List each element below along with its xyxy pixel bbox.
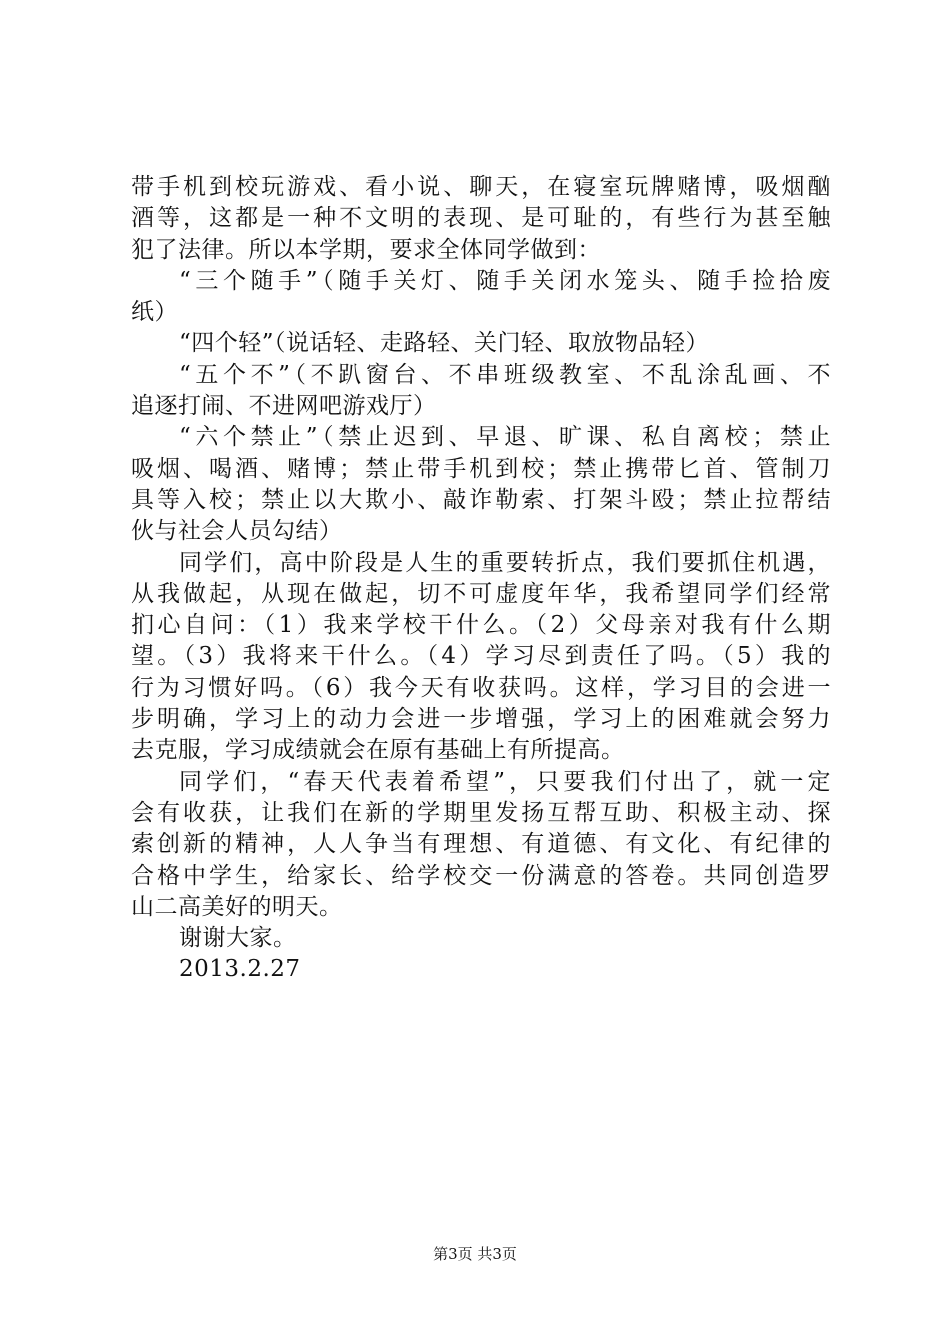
text-line: 具等入校；禁止以大欺小、敲诈勒索、打架斗殴；禁止拉帮结 [131,486,831,513]
text-line: 步明确，学习上的动力会进一步增强，学习上的困难就会努力 [131,706,831,733]
text-line: 谢谢大家。 [179,925,297,952]
text-line: “三个随手”（随手关灯、随手关闭水笼头、随手捡拾废 [179,267,831,294]
text-line: 犯了法律。所以本学期，要求全体同学做到： [131,236,601,263]
text-line: “六个禁止”（禁止迟到、早退、旷课、私自离校；禁止 [179,424,831,451]
text-line: 同学们，高中阶段是人生的重要转折点，我们要抓住机遇， [179,549,831,576]
text-line: 扪心自问：（1）我来学校干什么。（2）父母亲对我有什么期 [131,612,831,639]
text-line: 同学们，“春天代表着希望”，只要我们付出了，就一定 [179,768,831,795]
text-line: 去克服，学习成绩就会在原有基础上有所提高。 [131,737,625,764]
text-line: 会有收获，让我们在新的学期里发扬互帮互助、积极主动、探 [131,799,831,826]
text-line: 吸烟、喝酒、赌博；禁止带手机到校；禁止携带匕首、管制刀 [131,455,831,482]
text-line: “四个轻”（说话轻、走路轻、关门轻、取放物品轻） [179,330,710,357]
text-line: 追逐打闹、不进网吧游戏厅） [131,393,437,420]
text-line: 望。（3）我将来干什么。（4）学习尽到责任了吗。（5）我的 [131,643,831,670]
text-line: 索创新的精神，人人争当有理想、有道德、有文化、有纪律的 [131,831,831,858]
text-line: 合格中学生，给家长、给学校交一份满意的答卷。共同创造罗 [131,862,831,889]
page-footer: 第3页 共3页 [433,1245,517,1263]
text-line: 2013.2.27 [179,956,301,983]
text-line: 山二高美好的明天。 [131,893,343,920]
text-line: 从我做起，从现在做起，切不可虚度年华，我希望同学们经常 [131,580,831,607]
text-line: 行为习惯好吗。（6）我今天有收获吗。这样，学习目的会进一 [131,674,831,701]
text-line: “五个不”（不趴窗台、不串班级教室、不乱涂乱画、不 [179,361,831,388]
document-body [131,172,831,986]
text-line: 带手机到校玩游戏、看小说、聊天，在寝室玩牌赌博，吸烟酗 [131,174,831,200]
text-line: 纸） [131,299,178,326]
text-line: 酒等，这都是一种不文明的表现、是可耻的，有些行为甚至触 [131,205,831,232]
text-line: 伙与社会人员勾结） [131,518,343,545]
